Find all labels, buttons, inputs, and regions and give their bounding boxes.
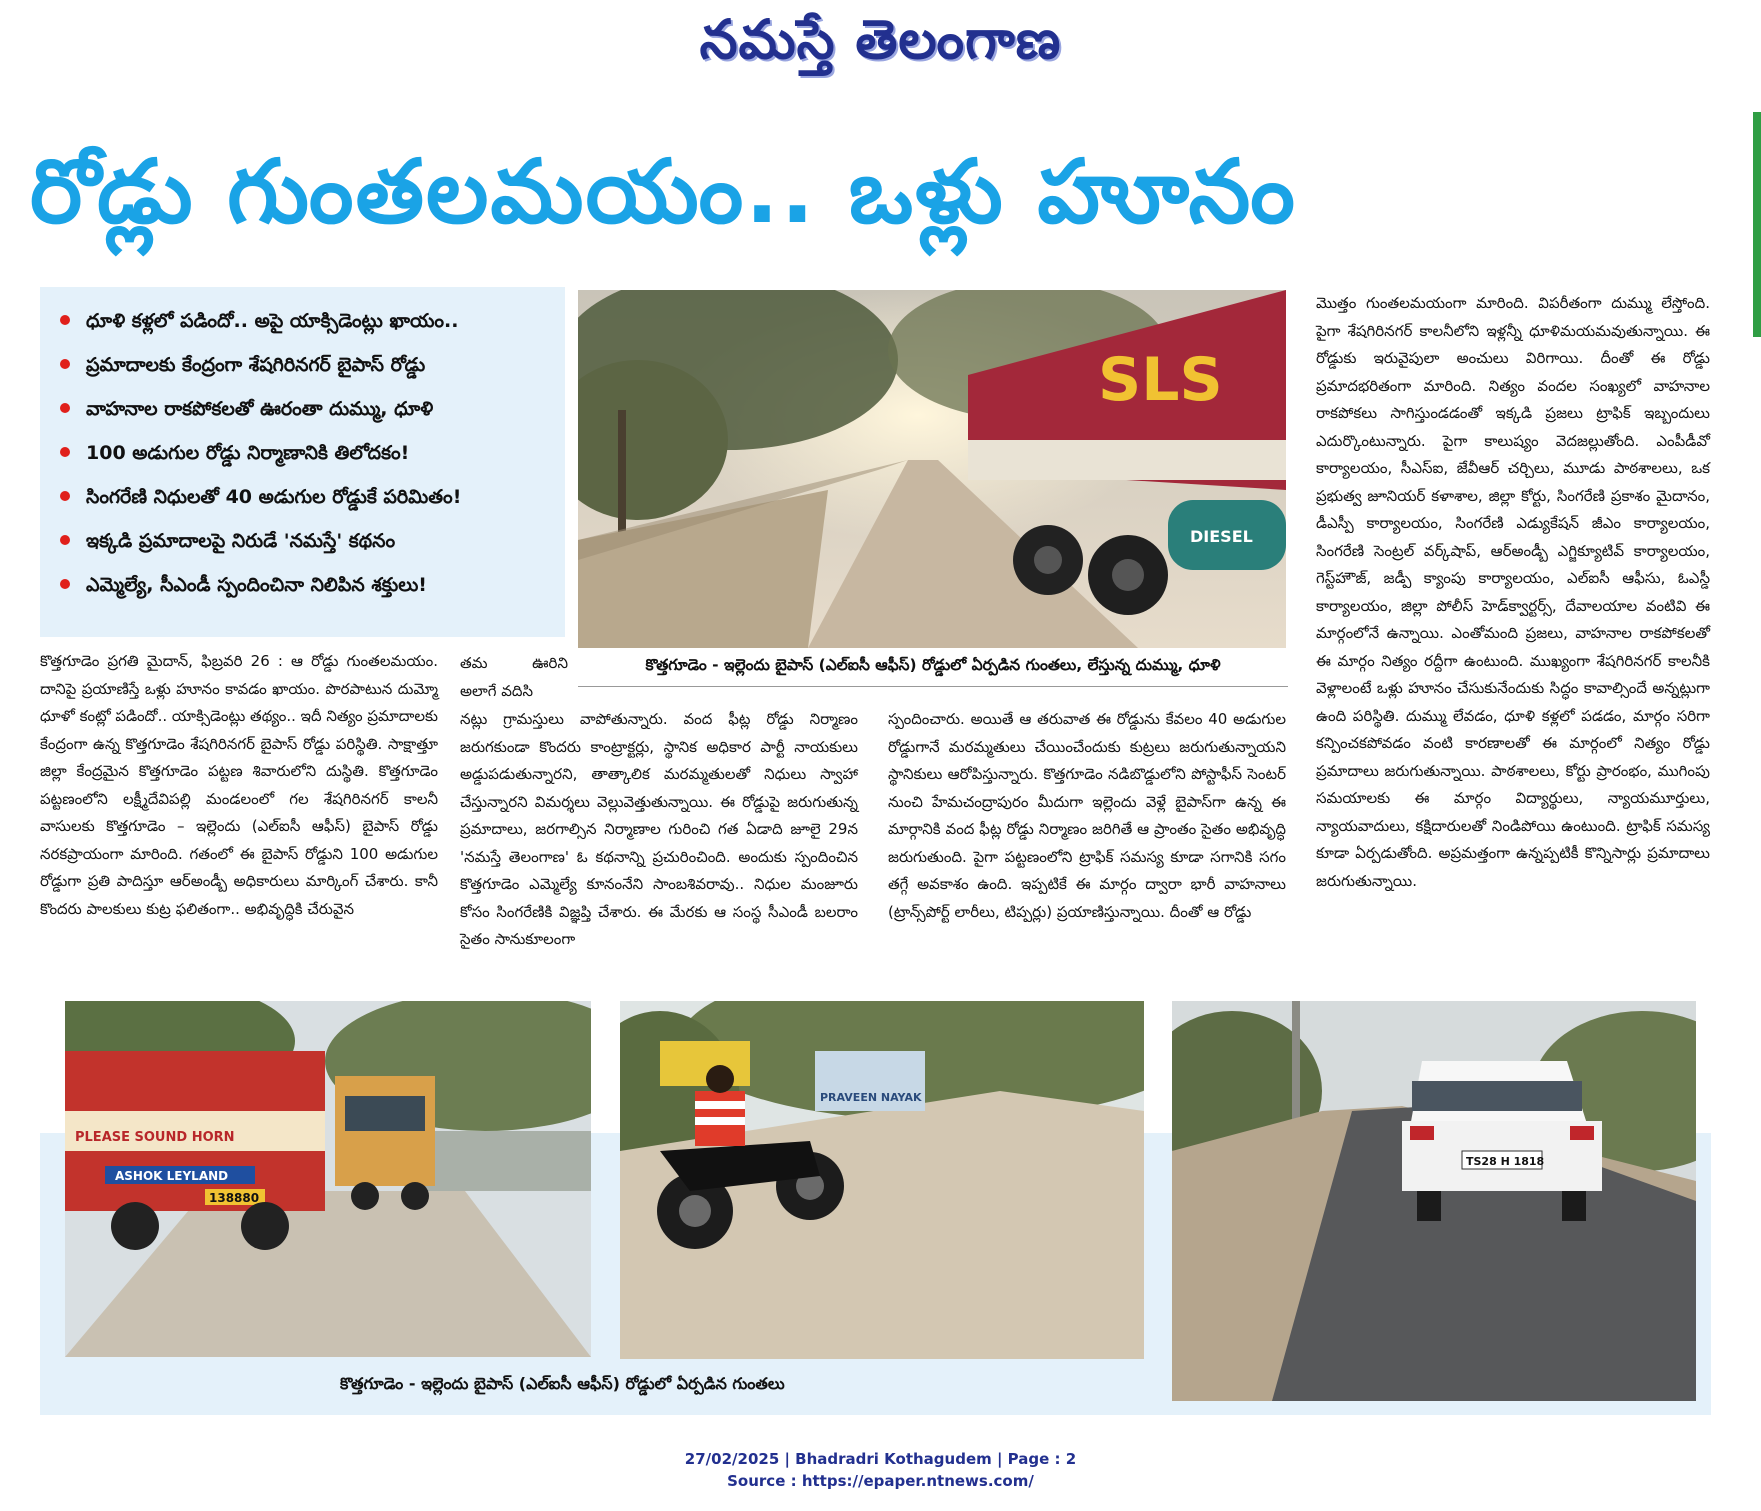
car-number-plate: TS28 H 1818 — [1466, 1155, 1545, 1168]
bullet-icon — [60, 535, 70, 545]
bullet-icon — [60, 315, 70, 325]
article-column-4: మొత్తం గుంతలమయంగా మారింది. విపరీతంగా దుమ్ము లేస్తోంది. పైగా శేషగిరినగర్ కాలనీలోని ఇళ్లన్నీ ధూళిమయమవుతున్నాయి. ఈ రోడ్డుకు ఇరువైపులా అంచులు విరిగాయి. దీంతో ఈ రోడ్డు ప్రమాదభరితంగా మారింది. నిత్యం వందల సంఖ్యలో వాహనాల రాకపోకలు సాగిస్తుండడంతో ఇక్కడి ప్రజలు ట్రాఫిక్ ఇబ్బందులు ఎదుర్కొంటున్నారు. పైగా కాలుష్యం వెదజల్లుతోంది. ఎంపీడీవో కార్యాలయం, సీఎస్ఐ, జేవీఆర్ చర్చిలు, మూడు పాఠశాలలు, ఒక ప్రభుత్వ జూనియర్ కళాశాల, జిల్లా కోర్టు, సింగరేణి ప్రకాశం మైదానం, డీఎస్పీ కార్యాలయం, సింగరేణి ఎడ్యుకేషన్ జీఎం కార్యాలయం, సింగరేణి సెంట్రల్ వర్క్‌షాప్, ఆర్అండ్బీ ఎగ్జిక్యూటివ్ కార్యాలయం, గెస్ట్‌హౌజ్, జడ్పీ క్యాంపు కార్యాలయం, ఎల్ఐసీ ఆఫీసు, ఓఎస్డీ కార్యాలయం, జిల్లా పోలీస్ హెడ్‌క్వార్టర్స్, దేవాలయాల వంటివి ఈ మార్గంలోనే ఉన్నాయి. ఎంతోమంది ప్రజలు, వాహనాల రాకపోకలతో ఈ మార్గం నిత్యం రద్దీగా ఉంటుంది. ముఖ్యంగా శేషగిరినగర్ కాలనీకి వెళ్లాలంటే ఒళ్లు హూనం చేసుకునేందుకు సిద్ధం కావాల్సిందే అన్నట్లుగా ఉంది పరిస్థితి. దుమ్ము లేవడం, ధూళి కళ్లలో పడడం, మార్గం సరిగా కన్పించకపోవడం వంటి కారణాలతో ఈ మార్గంలో నిత్యం రోడ్డు ప్రమాదాలు జరుగుతున్నాయి. పాఠశాలలు, కోర్టు ప్రారంభం, ముగింపు సమయాలకు ఈ మార్గం విద్యార్థులు, న్యాయమూర్తులు, న్యాయవాదులు, కక్షిదారులతో నిండిపోయి ఉంటుంది. ట్రాఫిక్ సమస్య కూడా ఏర్పడుతోంది. అప్రమత్తంగా ఉన్నప్పటికీ కొన్నిసార్లు ప్రమాదాలు జరుగుతున్నాయి. — [1316, 294, 1710, 890]
bullet-icon — [60, 491, 70, 501]
highlight-item: సింగరేణి నిధులతో 40 అడుగుల రోడ్డుకే పరిమితం! — [56, 475, 551, 519]
highlight-item: ఇక్కడి ప్రమాదాలపై నిరుడే 'నమస్తే' కథనం — [56, 519, 551, 563]
bottom-photo-car — [1172, 1001, 1696, 1401]
top-photo-truck — [578, 290, 1286, 648]
bottom-photo-trucks — [65, 1001, 591, 1357]
bullet-icon — [60, 579, 70, 589]
highlight-item: 100 అడుగుల రోడ్డు నిర్మాణానికి తిలోదకం! — [56, 431, 551, 475]
bullet-icon — [60, 447, 70, 457]
highlights-list — [56, 299, 551, 607]
page-footer — [0, 1448, 1761, 1492]
bottom-photo-caption: కొత్తగూడెం - ఇల్లెందు బైపాస్ (ఎల్ఐసీ ఆఫీస్) రోడ్డులో ఏర్పడిన గుంతలు — [340, 1374, 785, 1393]
truck-horn-text: PLEASE SOUND HORN — [75, 1130, 235, 1145]
top-photo-caption: కొత్తగూడెం - ఇల్లెందు బైపాస్ (ఎల్ఐసీ ఆఫీస్) రోడ్డులో ఏర్పడిన గుంతలు, లేస్తున్న దుమ్ము, ధూళి — [578, 656, 1288, 687]
footer-source: Source : https://epaper.ntnews.com/ — [727, 1472, 1034, 1490]
article-column-3: స్పందించారు. అయితే ఆ తరువాత ఈ రోడ్డును కేవలం 40 అడుగుల రోడ్డుగానే మరమ్మతులు చేయించేందుకు కుట్రలు జరుగుతున్నాయని స్థానికులు ఆరోపిస్తున్నారు. కొత్తగూడెం నడిబొడ్డులోని పోస్టాఫీస్ సెంటర్ నుంచి హేమచంద్రాపురం మీదుగా ఇల్లెందు వెళ్లే బైపాస్‌గా ఉన్న ఈ మార్గానికి వంద ఫీట్ల రోడ్డు నిర్మాణం జరిగితే ఆ ప్రాంతం సైతం అభివృద్ధి జరుగుతుంది. పైగా పట్టణంలోని ట్రాఫిక్ సమస్య కూడా సగానికి సగం తగ్గే అవకాశం ఉంది. ఇప్పటికే ఈ మార్గం ద్వారా భారీ వాహనాలు (ట్రాన్స్‌పోర్ట్ లారీలు, టిప్పర్లు) ప్రయాణిస్తున్నాయి. దీంతో ఆ రోడ్డు — [888, 710, 1286, 921]
bullet-icon — [60, 359, 70, 369]
bullet-icon — [60, 403, 70, 413]
edge-accent-bar — [1753, 112, 1761, 337]
roadside-banner-text: PRAVEEN NAYAK — [820, 1091, 922, 1104]
article-column-2: నట్లు గ్రామస్తులు వాపోతున్నారు. వంద ఫీట్ల రోడ్డు నిర్మాణం జరుగకుండా కొందరు కాంట్రాక్టర్లు, స్థానిక అధికార పార్టీ నాయకులు అడ్డుపడుతున్నారని, తాత్కాలిక మరమ్మతులతో నిధులు స్వాహా చేస్తున్నారని విమర్శలు వెల్లువెత్తుతున్నాయి. ఈ రోడ్డుపై జరుగుతున్న ప్రమాదాలు, జరగాల్సిన నిర్మాణాల గురించి గత ఏడాది జూలై 29న 'నమస్తే తెలంగాణ' ఓ కథనాన్ని ప్రచురించింది. అందుకు స్పందించిన కొత్తగూడెం ఎమ్మెల్యే కూనంనేని సాంబశివరావు.. నిధుల మంజూరు కోసం సింగరేణికి విజ్ఞప్తి చేశారు. ఈ మేరకు ఆ సంస్థ సీఎండీ బలరాం సైతం సానుకూలంగా — [460, 710, 858, 948]
article-headline: రోడ్లు గుంతలమయం.. ఒళ్లు హూనం — [30, 140, 1297, 243]
truck-brand-text: ASHOK LEYLAND — [115, 1169, 229, 1183]
diesel-tank-label: DIESEL — [1190, 527, 1253, 546]
footer-date-edition: 27/02/2025 | Bhadradri Kothagudem | Page : 2 — [684, 1450, 1077, 1468]
bottom-photo-motorbike — [620, 1001, 1144, 1359]
highlight-item: ధూళి కళ్లలో పడిందో.. అపై యాక్సిడెంట్లు ఖాయం.. — [56, 299, 551, 343]
truck-plate-text: 138880 — [209, 1191, 260, 1205]
highlight-item: ప్రమాదాలకు కేంద్రంగా శేషగిరినగర్ బైపాస్ రోడ్డు — [56, 343, 551, 387]
truck-lettering: SLS — [1098, 345, 1223, 415]
highlight-item: వాహనాల రాకపోకలతో ఊరంతా దుమ్ము, ధూళి — [56, 387, 551, 431]
article-column-2-lead: తమ ఊరిని అలాగే వదిసి — [460, 654, 568, 700]
article-column-1: కొత్తగూడెం ప్రగతి మైదాన్, ఫిబ్రవరి 26 : ఆ రోడ్డు గుంతలమయం. దానిపై ప్రయాణిస్తే ఒళ్లు హూనం కావడం ఖాయం. పొరపాటున దుమ్మో ధూళో కంట్లో పడిందో.. యాక్సిడెంట్లు తథ్యం.. ఇదీ నిత్యం ప్రమాదాలకు కేంద్రంగా ఉన్న కొత్తగూడెం శేషగిరినగర్ బైపాస్ రోడ్డు పరిస్థితి. సాక్షాత్తూ జిల్లా కేంద్రమైన కొత్తగూడెం పట్టణ శివారులోని దుస్థితి. కొత్తగూడెం పట్టణంలోని లక్ష్మీదేవిపల్లి మండలంలో గల శేషగిరినగర్ కాలనీ వాసులకు కొత్తగూడెం – ఇల్లెందు (ఎల్ఐసీ ఆఫీస్) బైపాస్ రోడ్డు నరకప్రాయంగా మారింది. గతంలో ఈ బైపాస్ రోడ్డుని 100 అడుగుల రోడ్డుగా ప్రతి పాదిస్తూ ఆర్అండ్బీ అధికారులు మార్కింగ్ చేశారు. కానీ కొందరు పాలకులు కుట్ర ఫలితంగా.. అభివృద్ధికి చేరువైన — [40, 652, 438, 918]
highlights-box — [40, 287, 565, 637]
highlight-item: ఎమ్మెల్యే, సీఎండీ స్పందించినా నిలిపిన శక్తులు! — [56, 563, 551, 607]
masthead-logo: నమస్తే తెలంగాణ — [699, 8, 1062, 71]
